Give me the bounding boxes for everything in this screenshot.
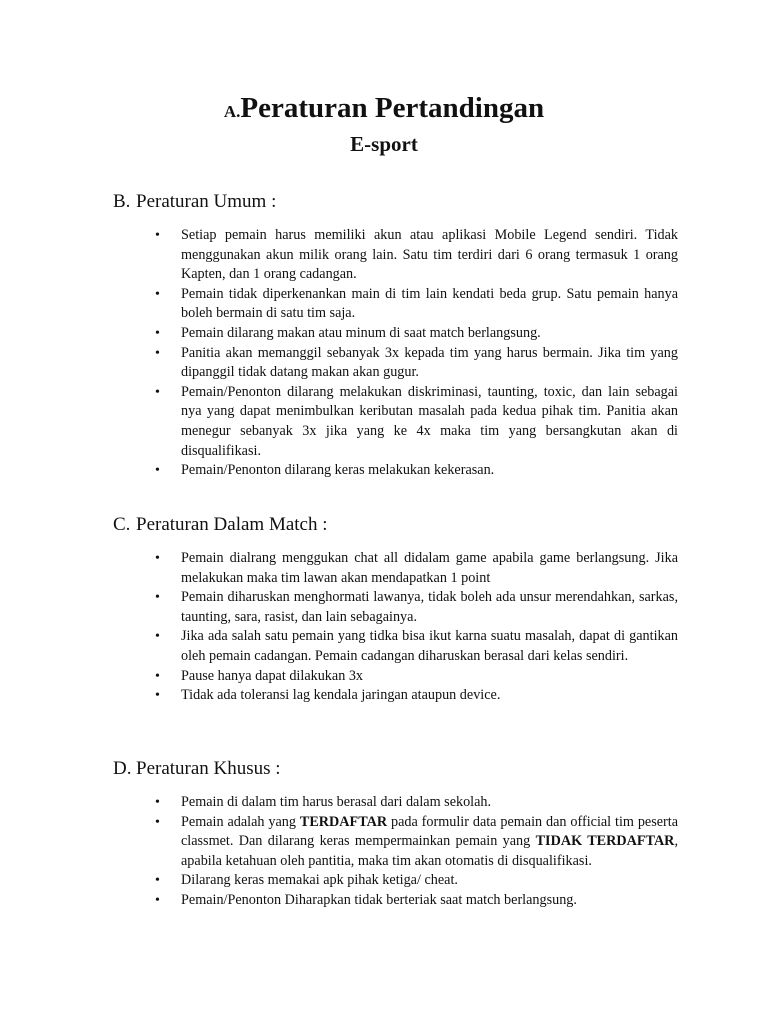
rule-text: Pemain/Penonton Diharapkan tidak berteriak saat match berlangsung. xyxy=(181,891,577,908)
bullet-icon: • xyxy=(155,668,160,684)
rule-text: Pause hanya dapat dilakukan 3x xyxy=(181,667,364,684)
rule-text: Dilarang keras memakai apk pihak ketiga/ cheat. xyxy=(181,872,458,889)
page-title xyxy=(0,92,768,125)
section-letter: C. xyxy=(113,514,131,535)
rule-text: Pemain/Penonton dilarang melakukan diskriminasi, taunting, toxic, dan lain sebagai nya yang dapat menimbulkan keributan masalah pada kedua pihak tim. Panitia akan menegur sebanyak 3x jika yang ke 4x maka tim yang bersangkutan akan di disqualifikasi. xyxy=(181,383,678,459)
bullet-icon: • xyxy=(155,384,160,400)
bullet-icon: • xyxy=(155,228,160,243)
rule-text: Setiap pemain harus memiliki akun atau aplikasi Mobile Legend sendiri. Tidak menggunakan akun milik orang lain. Satu tim terdiri dari 6 orang termasuk 1 orang Kapten, dan 1 orang cadangan. xyxy=(181,227,678,283)
rule-text: Pemain dialrang menggukan chat all didalam game apabila game berlangsung. Jika melakukan maka tim lawan akan mendapatkan 1 point xyxy=(181,550,678,586)
rule-text: Pemain di dalam tim harus berasal dari dalam sekolah. xyxy=(181,794,492,810)
rule-item xyxy=(0,667,678,687)
rule-item xyxy=(0,686,678,706)
rule-text: , apabila ketahuan oleh pantitia, maka tim akan otomatis di disqualifikasi. xyxy=(181,833,678,869)
rule-item xyxy=(0,285,678,324)
rule-text: Pemain dilarang makan atau minum di saat match berlangsung. xyxy=(181,324,541,341)
rule-item xyxy=(0,324,678,344)
bullet-icon: • xyxy=(155,286,160,302)
rule-text: Panitia akan memanggil sebanyak 3x kepada tim yang harus bermain. Jika tim yang dipanggil tidak datang makan akan gugur. xyxy=(181,344,678,381)
bullet-icon: • xyxy=(155,892,160,908)
rule-text: Pemain diharuskan menghormati lawanya, tidak boleh ada unsur merendahkan, sarkas, taunting, sara, rasist, dan lain sebagainya. xyxy=(181,589,678,625)
bullet-icon: • xyxy=(155,325,160,341)
rule-text: Pemain/Penonton dilarang keras melakukan kekerasan. xyxy=(181,462,495,479)
bullet-icon: • xyxy=(155,795,160,810)
section-title: Peraturan Dalam Match : xyxy=(136,514,328,535)
page-subtitle: E-sport xyxy=(350,132,418,156)
bullet-icon: • xyxy=(155,814,160,830)
title-prefix: A. xyxy=(223,102,241,121)
section-title: Peraturan Khusus : xyxy=(136,758,281,779)
rule-item xyxy=(0,891,678,911)
section-heading-umum xyxy=(113,191,276,213)
title-main: Peraturan Pertandingan xyxy=(240,92,545,124)
bullet-icon: • xyxy=(155,590,160,606)
rule-text: Pemain tidak diperkenankan main di tim lain kendati beda grup. Satu pemain hanya boleh bermain di satu tim saja. xyxy=(181,285,678,322)
rule-item xyxy=(0,344,678,383)
rule-item xyxy=(0,383,678,461)
bullet-icon: • xyxy=(155,629,160,645)
bullet-icon: • xyxy=(155,551,160,566)
rule-item xyxy=(0,627,678,666)
rule-text-emphasis: TERDAFTAR xyxy=(299,813,388,830)
section-letter: B. xyxy=(113,191,131,212)
section-letter: D. xyxy=(113,758,132,779)
rule-item xyxy=(0,226,678,285)
rule-item xyxy=(0,461,678,481)
rule-text: Jika ada salah satu pemain yang tidka bisa ikut karna suatu masalah, dapat di gantikan oleh pemain cadangan. Pemain cadangan diharuskan berasal dari kelas sendiri. xyxy=(181,628,678,664)
rule-item xyxy=(0,588,678,627)
section-heading-khusus xyxy=(113,758,281,780)
bullet-icon: • xyxy=(155,463,160,479)
rules-list-khusus xyxy=(0,793,768,911)
rule-item xyxy=(0,549,678,588)
section-heading-dalam-match xyxy=(113,514,328,536)
bullet-icon: • xyxy=(155,345,160,361)
rule-item xyxy=(0,871,678,891)
bullet-icon: • xyxy=(155,873,160,889)
rules-list-dalam-match xyxy=(0,549,768,706)
section-title: Peraturan Umum : xyxy=(136,191,277,212)
rule-text: Tidak ada toleransi lag kendala jaringan ataupun device. xyxy=(181,687,501,704)
rule-text: pada formulir data pemain dan official tim peserta classmet. Dan dilarang keras mempermainkan pemain yang xyxy=(181,813,679,850)
bullet-icon: • xyxy=(155,688,160,704)
rule-item xyxy=(0,813,678,872)
rules-list-umum xyxy=(0,226,768,481)
rule-text-emphasis: TIDAK TERDAFTAR xyxy=(535,833,675,850)
rule-item xyxy=(0,793,678,813)
rule-text: Pemain adalah yang xyxy=(181,813,300,830)
